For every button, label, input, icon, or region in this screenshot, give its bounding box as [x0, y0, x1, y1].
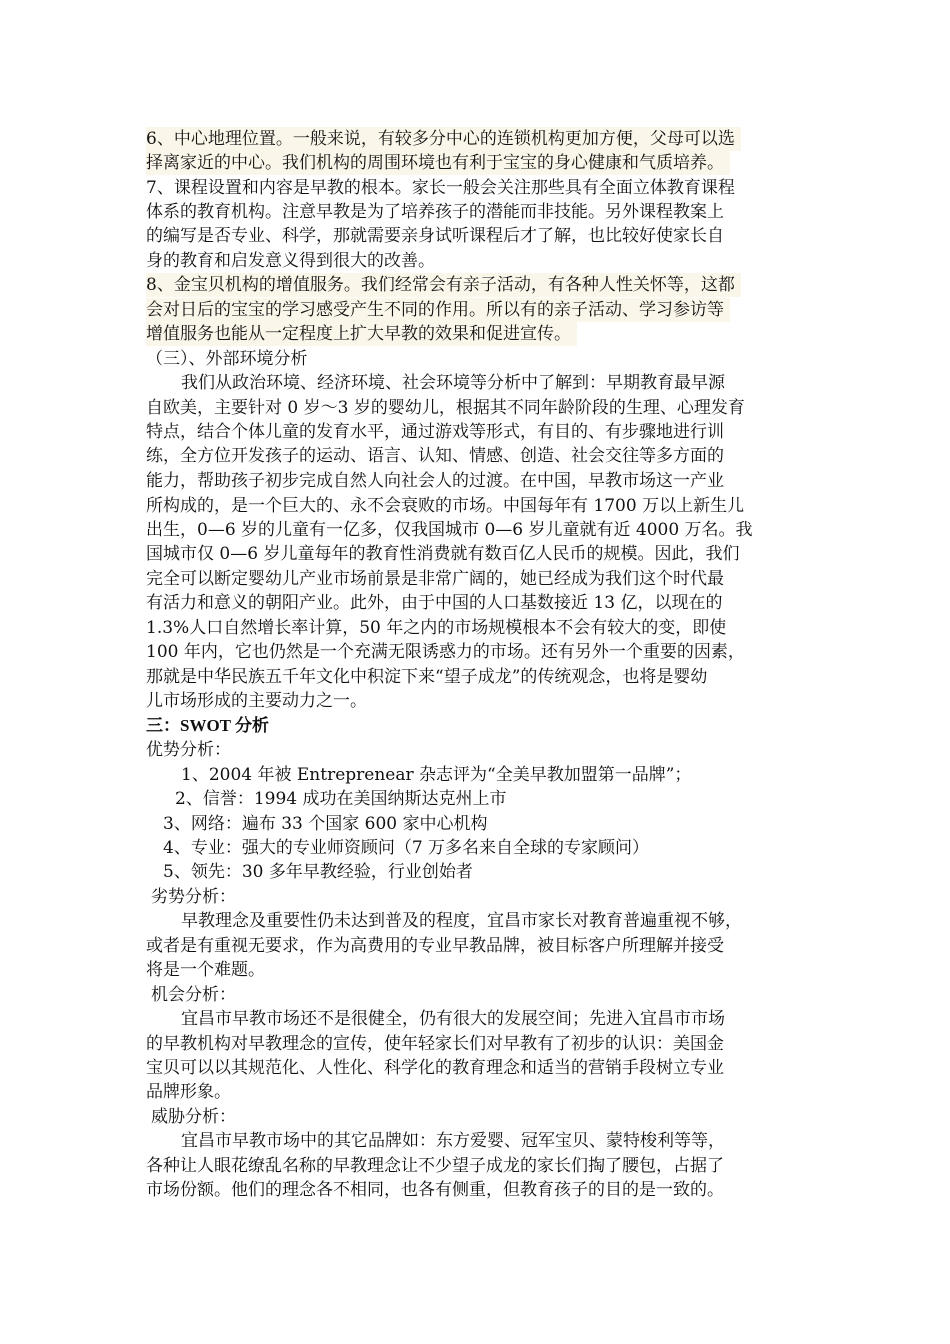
external-para-line-6: 所构成的，是一个巨大的、永不会衰败的市场。中国每年有 1700 万以上新生儿: [146, 496, 745, 516]
weaknesses-line-3: 将是一个难题。: [146, 960, 265, 980]
external-para-line-12: 100 年内，它也仍然是一个充满无限诱惑力的市场。还有另外一个重要的因素，: [146, 642, 745, 662]
external-para-line-3: 特点，结合个体儿童的发育水平，通过游戏等形式，有目的、有步骤地进行训: [146, 422, 724, 442]
strength-item-2: 2、信誉：1994 成功在美国纳斯达克州上市: [175, 789, 507, 809]
strength-item-4: 4、专业：强大的专业师资顾问（7 万多名来自全球的专家顾问）: [163, 838, 650, 858]
weaknesses-label: 劣势分析：: [151, 887, 236, 907]
external-para-line-2: 自欧美，主要针对 0 岁～3 岁的婴幼儿，根据其不同年龄阶段的生理、心理发育: [146, 398, 745, 418]
external-para-line-4: 练，全方位开发孩子的运动、语言、认知、情感、创造、社会交往等多方面的: [146, 446, 724, 466]
external-para-line-11: 1.3%人口自然增长率计算，50 年之内的市场规模根本不会有较大的变，即使: [146, 618, 727, 638]
swot-title: 三：SWOT 分析: [146, 716, 269, 735]
threats-line-3: 市场份额。他们的理念各不相同，也各有侧重，但教育孩子的目的是一致的。: [146, 1180, 724, 1200]
strength-item-3: 3、网络：遍布 33 个国家 600 家中心机构: [163, 814, 488, 834]
external-para-line-8: 国城市仅 0—6 岁儿童每年的教育性消费就有数百亿人民币的规模。因此，我们: [146, 544, 740, 564]
threats-line-2: 各种让人眼花缭乱名称的早教理念让不少望子成龙的家长们掏了腰包，占据了: [146, 1156, 724, 1176]
opportunities-line-3: 宝贝可以以其规范化、人性化、科学化的教育理念和适当的营销手段树立专业: [146, 1058, 724, 1078]
external-para-line-9: 完全可以断定婴幼儿产业市场前景是非常广阔的，她已经成为我们这个时代最: [146, 569, 724, 589]
external-para-line-13: 那就是中华民族五千年文化中积淀下来“望子成龙”的传统观念，也将是婴幼: [146, 667, 708, 687]
item6-line-2: 择离家近的中心。我们机构的周围环境也有利于宝宝的身心健康和气质培养。: [146, 151, 730, 175]
strength-item-5: 5、领先：30 多年早教经验，行业创始者: [163, 862, 473, 882]
item7-line-3: 的编写是否专业、科学，那就需要亲身试听课程后才了解，也比较好使家长自: [146, 226, 724, 246]
weaknesses-line-1: 早教理念及重要性仍未达到普及的程度，宜昌市家长对教育普遍重视不够，: [181, 911, 742, 931]
item8-line-2: 会对日后的宝宝的学习感受产生不同的作用。所以有的亲子活动、学习参访等: [146, 298, 730, 322]
threats-label: 威胁分析：: [151, 1107, 236, 1127]
strengths-label: 优势分析：: [146, 740, 231, 760]
opportunities-label: 机会分析：: [151, 985, 236, 1005]
item8-line-3: 增值服务也能从一定程度上扩大早教的效果和促进宣传。: [146, 322, 577, 346]
strength-item-1: 1、2004 年被 Entreprenear 杂志评为“全美早教加盟第一品牌”；: [181, 765, 692, 785]
threats-line-1: 宜昌市早教市场中的其它品牌如：东方爱婴、冠军宝贝、蒙特梭利等等，: [181, 1131, 725, 1151]
external-para-line-10: 有活力和意义的朝阳产业。此外，由于中国的人口基数接近 13 亿，以现在的: [146, 593, 723, 613]
item7-line-2: 体系的教育机构。注意早教是为了培养孩子的潜能而非技能。另外课程教案上: [146, 202, 724, 222]
item7-line-4: 身的教育和启发意义得到很大的改善。: [146, 251, 435, 271]
external-para-line-1: 我们从政治环境、经济环境、社会环境等分析中了解到：早期教育最早源: [181, 373, 725, 393]
item8-line-1: 8、金宝贝机构的增值服务。我们经常会有亲子活动，有各种人性关怀等，这都: [146, 273, 741, 297]
external-para-line-14: 儿市场形成的主要动力之一。: [146, 691, 367, 711]
external-heading: （三）、外部环境分析: [146, 349, 308, 369]
external-para-line-7: 出生，0—6 岁的儿童有一亿多，仅我国城市 0—6 岁儿童就有近 4000 万名。我: [146, 520, 753, 540]
opportunities-line-2: 的早教机构对早教理念的宣传，使年轻家长们对早教有了初步的认识：美国金: [146, 1034, 724, 1054]
weaknesses-line-2: 或者是有重视无要求，作为高费用的专业早教品牌，被目标客户所理解并接受: [146, 936, 724, 956]
item6-line-1: 6、中心地理位置。一般来说，有较多分中心的连锁机构更加方便，父母可以选: [146, 127, 741, 151]
external-para-line-5: 能力，帮助孩子初步完成自然人向社会人的过渡。在中国，早教市场这一产业: [146, 471, 724, 491]
item7-line-1: 7、课程设置和内容是早教的根本。家长一般会关注那些具有全面立体教育课程: [146, 178, 735, 198]
opportunities-line-1: 宜昌市早教市场还不是很健全，仍有很大的发展空间；先进入宜昌市市场: [181, 1009, 725, 1029]
opportunities-line-4: 品牌形象。: [146, 1082, 231, 1102]
